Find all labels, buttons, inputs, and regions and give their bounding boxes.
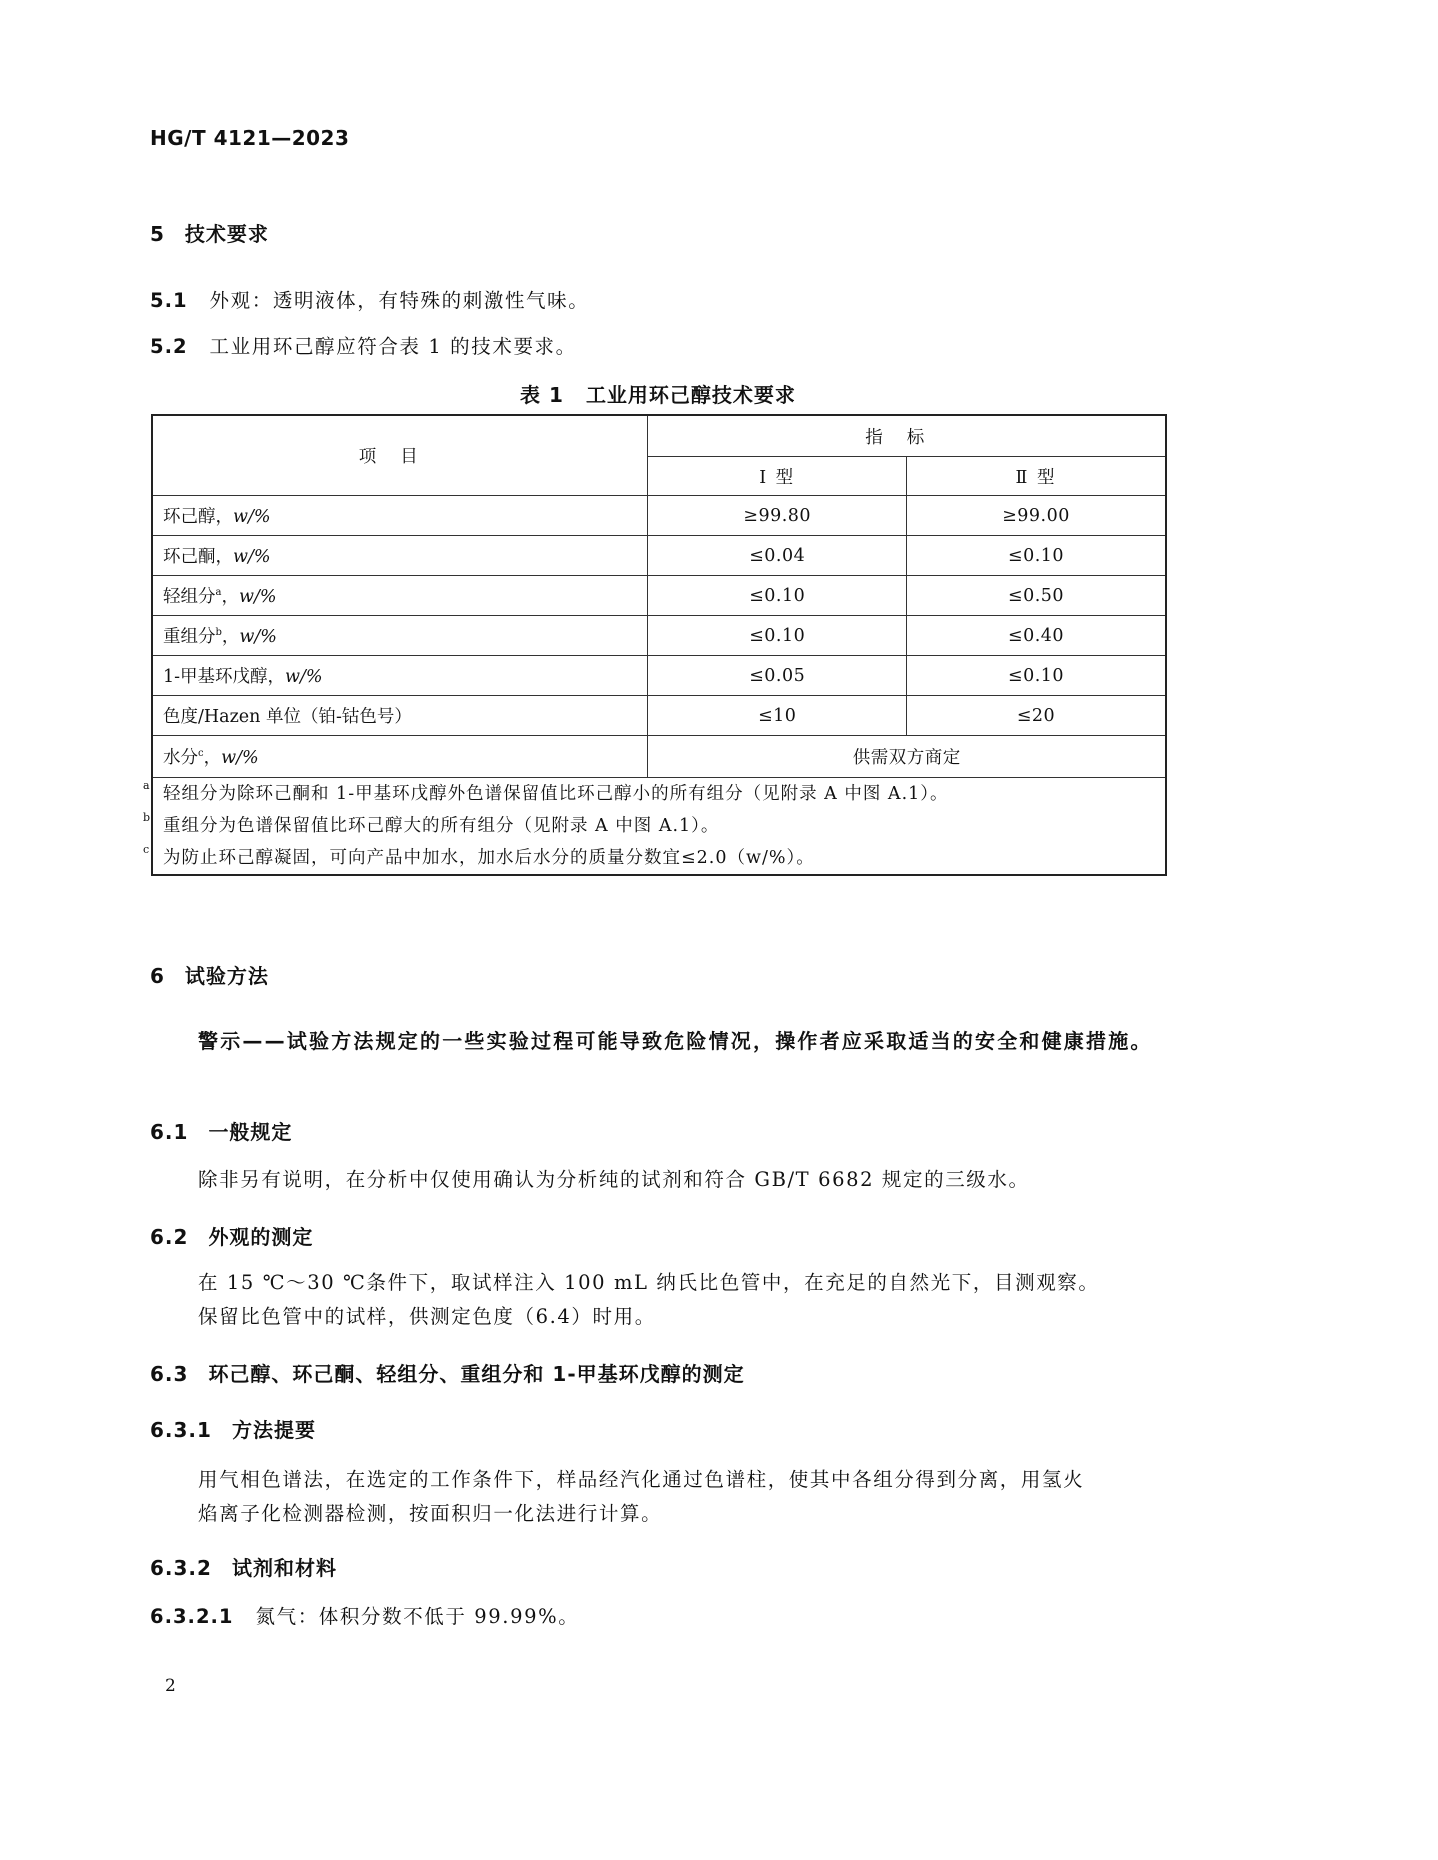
clause-6-3-1-text-2: 焰离子化检测器检测，按面积归一化法进行计算。	[198, 1502, 663, 1525]
clause-title: 一般规定	[208, 1120, 293, 1144]
clause-title: 试剂和材料	[231, 1556, 337, 1580]
table-caption	[150, 379, 1166, 408]
clause-number: 6.3.2.1	[150, 1605, 234, 1628]
section-title: 技术要求	[184, 222, 269, 246]
table-row	[152, 496, 1166, 536]
row-item: 轻组分$^a$，w/%	[152, 576, 648, 616]
safety-warning: 警示——试验方法规定的一些实验过程可能导致危险情况，操作者应采取适当的安全和健康措施。	[198, 1029, 1153, 1053]
clause-number: 5.1	[150, 289, 188, 312]
row-item: 环己酮，w/%	[152, 536, 648, 576]
table-note: a 轻组分为除环己酮和 1-甲基环戊醇外色谱保留值比环己醇小的所有组分（见附录 A 中图 A.1）。	[163, 778, 1155, 810]
clause-title: 环己醇、环己酮、轻组分、重组分和 1-甲基环戊醇的测定	[208, 1362, 745, 1386]
header-type-2: Ⅱ 型	[906, 457, 1166, 496]
clause-number: 5.2	[150, 335, 188, 358]
table-note: c 为防止环己醇凝固，可向产品中加水，加水后水分的质量分数宜≤2.0（w/%）。	[163, 842, 1155, 874]
clause-title: 外观的测定	[208, 1225, 314, 1249]
clause-number: 6.3.1	[150, 1418, 212, 1442]
requirements-table	[143, 414, 1167, 876]
section-6-heading	[150, 960, 269, 989]
row-type2-value: ≤0.50	[906, 576, 1166, 616]
clause-6-3-2-1	[150, 1600, 579, 1634]
table-row	[152, 576, 1166, 616]
table-notes	[143, 778, 1166, 876]
row-type1-value: ≤0.10	[648, 616, 907, 656]
row-type1-value: ≤0.05	[648, 656, 907, 696]
section-number: 5	[150, 222, 165, 246]
clause-number: 6.2	[150, 1225, 189, 1249]
clause-6-3-1-heading	[150, 1414, 316, 1443]
row-type1-value: ≤0.10	[648, 576, 907, 616]
row-merged-value: 供需双方商定	[648, 736, 1166, 778]
clause-6-1-heading	[150, 1116, 292, 1145]
row-type2-value: ≤0.40	[906, 616, 1166, 656]
clause-6-3-heading	[150, 1358, 745, 1387]
table-row	[152, 536, 1166, 576]
clause-text: 外观：透明液体，有特殊的刺激性气味。	[209, 289, 590, 312]
page-number: 2	[165, 1676, 176, 1696]
row-item: 重组分$^b$，w/%	[152, 616, 648, 656]
table-row	[152, 696, 1166, 736]
row-type1-value: ≥99.80	[648, 496, 907, 536]
section-5-heading	[150, 218, 269, 247]
header-index: 指标	[648, 415, 1166, 457]
clause-number: 6.3	[150, 1362, 189, 1386]
table-title: 工业用环己醇技术要求	[585, 383, 796, 407]
row-type2-value: ≥99.00	[906, 496, 1166, 536]
clause-6-2-heading	[150, 1221, 313, 1250]
table-number: 表 1	[520, 383, 564, 407]
standard-code: HG/T 4121—2023	[150, 126, 350, 150]
row-type1-value: ≤0.04	[648, 536, 907, 576]
table-row	[152, 656, 1166, 696]
header-item: 项目	[152, 415, 648, 496]
note-mark: c	[143, 843, 151, 856]
row-item: 水分$^c$，w/%	[152, 736, 648, 778]
clause-text: 氮气：体积分数不低于 99.99%。	[255, 1605, 580, 1628]
row-item: 环己醇，w/%	[152, 496, 648, 536]
row-type2-value: ≤0.10	[906, 656, 1166, 696]
table-note: b 重组分为色谱保留值比环己醇大的所有组分（见附录 A 中图 A.1）。	[163, 810, 1155, 842]
section-number: 6	[150, 964, 165, 988]
clause-6-3-1-text-1: 用气相色谱法，在选定的工作条件下，样品经汽化通过色谱柱，使其中各组分得到分离，用氢火	[198, 1468, 1085, 1491]
clause-6-3-2-heading	[150, 1552, 337, 1581]
clause-6-2-text-1: 在 15 ℃～30 ℃条件下，取试样注入 100 mL 纳氏比色管中，在充足的自然光下，目测观察。	[198, 1271, 1100, 1294]
clause-6-1-text: 除非另有说明，在分析中仅使用确认为分析纯的试剂和符合 GB/T 6682 规定的三级水。	[198, 1168, 1030, 1191]
clause-title: 方法提要	[231, 1418, 316, 1442]
table-notes-row	[152, 778, 1166, 876]
row-type2-value: ≤0.10	[906, 536, 1166, 576]
clause-number: 6.3.2	[150, 1556, 212, 1580]
header-type-1: Ⅰ 型	[648, 457, 907, 496]
table-row	[152, 616, 1166, 656]
clause-5-2	[150, 330, 577, 364]
row-type2-value: ≤20	[906, 696, 1166, 736]
table-header-row	[152, 415, 1166, 457]
row-type1-value: ≤10	[648, 696, 907, 736]
row-item: 1-甲基环戊醇，w/%	[152, 656, 648, 696]
clause-6-2-text-2: 保留比色管中的试样，供测定色度（6.4）时用。	[198, 1305, 656, 1328]
table-row-water	[152, 736, 1166, 778]
clause-5-1	[150, 284, 589, 318]
clause-text: 工业用环己醇应符合表 1 的技术要求。	[209, 335, 577, 358]
row-item: 色度/Hazen 单位（铂-钴色号）	[152, 696, 648, 736]
clause-number: 6.1	[150, 1120, 189, 1144]
note-mark: a	[143, 779, 151, 792]
note-mark: b	[143, 811, 152, 824]
section-title: 试验方法	[184, 964, 269, 988]
